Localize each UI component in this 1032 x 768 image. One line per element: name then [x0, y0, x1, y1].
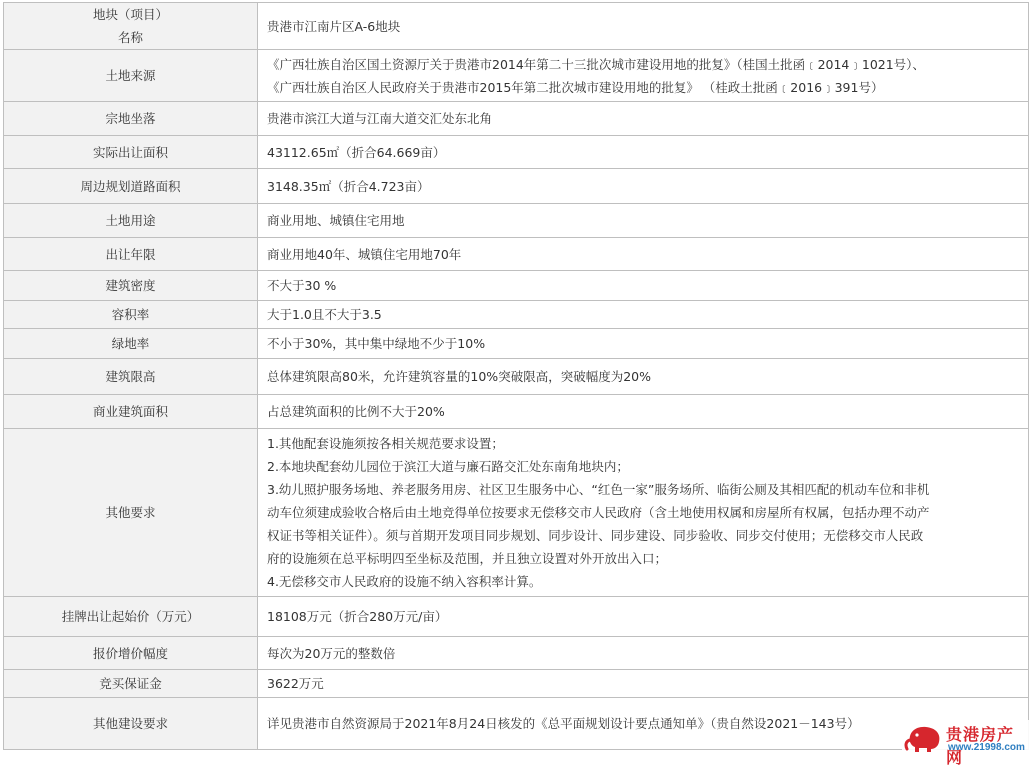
row-value-line: 权证书等相关证件）。须与首期开发项目同步规划、同步设计、同步建设、同步验收、同步交付使用；无偿移交市人民政 — [267, 528, 924, 543]
row-label: 报价增价幅度 — [4, 637, 258, 670]
row-label: 出让年限 — [4, 238, 258, 271]
row-label: 宗地坐落 — [4, 102, 258, 136]
row-value: 占总建筑面积的比例不大于20% — [258, 395, 1029, 429]
table-row — [4, 395, 1029, 429]
row-value: 3148.35㎡（折合4.723亩） — [258, 169, 1029, 204]
row-value: 每次为20万元的整数倍 — [258, 637, 1029, 670]
row-value-line: 《广西壮族自治区人民政府关于贵港市2015年第二批次城市建设用地的批复》 （桂政土批函﹝2016﹞391号） — [267, 79, 884, 95]
table-row — [4, 3, 1029, 50]
watermark-url: www.21998.com — [948, 742, 1025, 753]
row-label: 商业建筑面积 — [4, 395, 258, 429]
row-value: 贵港市滨江大道与江南大道交汇处东北角 — [258, 102, 1029, 136]
row-label-line: 地块（项目） — [92, 7, 168, 22]
row-label — [4, 3, 258, 50]
row-label: 建筑限高 — [4, 359, 258, 395]
row-value: 商业用地、城镇住宅用地 — [258, 204, 1029, 238]
row-value: 不小于30%，其中集中绿地不少于10% — [258, 329, 1029, 359]
row-label: 其他要求 — [4, 429, 258, 597]
row-label: 容积率 — [4, 301, 258, 329]
row-value-line: 府的设施须在总平标明四至坐标及范围，并且独立设置对外开放出入口； — [267, 551, 668, 566]
table-row — [4, 359, 1029, 395]
table-row — [4, 301, 1029, 329]
table-row — [4, 204, 1029, 238]
row-label: 其他建设要求 — [4, 698, 258, 750]
row-value: 大于1.0且不大于3.5 — [258, 301, 1029, 329]
row-label: 挂牌出让起始价（万元） — [4, 597, 258, 637]
row-value: 详见贵港市自然资源局于2021年8月24日核发的《总平面规划设计要点通知单》（贵自然设2021－143号） — [258, 698, 1029, 750]
row-value-line: 动车位须建成验收合格后由土地竞得单位按要求无偿移交市人民政府（含土地使用权属和房屋所有权属，包括办理不动产 — [267, 505, 930, 520]
row-label: 土地来源 — [4, 50, 258, 102]
row-value: 18108万元（折合280万元/亩） — [258, 597, 1029, 637]
table-row — [4, 698, 1029, 750]
table-row — [4, 429, 1029, 597]
table-row — [4, 597, 1029, 637]
row-label: 绿地率 — [4, 329, 258, 359]
row-value-line: 2.本地块配套幼儿园位于滨江大道与廉石路交汇处东南角地块内； — [267, 459, 629, 474]
row-value — [258, 50, 1029, 102]
row-label-line: 名称 — [117, 30, 143, 45]
row-value: 43112.65㎡（折合64.669亩） — [258, 136, 1029, 169]
table-row — [4, 169, 1029, 204]
table-row — [4, 670, 1029, 698]
table-row — [4, 50, 1029, 102]
row-value-line: 4.无偿移交市人民政府的设施不纳入容积率计算。 — [267, 574, 542, 589]
row-value: 总体建筑限高80米，允许建筑容量的10%突破限高，突破幅度为20% — [258, 359, 1029, 395]
row-value-line: 《广西壮族自治区国土资源厅关于贵港市2014年第二十三批次城市建设用地的批复》（桂国土批函﹝2014﹞1021号）、 — [267, 56, 925, 72]
elephant-icon — [904, 722, 944, 754]
row-label: 土地用途 — [4, 204, 258, 238]
row-value-line: 1.其他配套设施须按各相关规范要求设置； — [267, 436, 504, 451]
watermark-name: 贵港房产网 — [946, 725, 1015, 767]
row-value: 商业用地40年、城镇住宅用地70年 — [258, 238, 1029, 271]
row-value — [258, 429, 1029, 597]
row-value-line: 3.幼儿照护服务场地、养老服务用房、社区卫生服务中心、“红色一家”服务场所、临街公厕及其相匹配的机动车位和非机 — [267, 482, 930, 497]
site-watermark — [902, 720, 1030, 767]
table-row — [4, 136, 1029, 169]
table-row — [4, 271, 1029, 301]
row-value: 贵港市江南片区A-6地块 — [258, 3, 1029, 50]
table-row — [4, 102, 1029, 136]
row-label: 建筑密度 — [4, 271, 258, 301]
row-label: 周边规划道路面积 — [4, 169, 258, 204]
row-label: 竞买保证金 — [4, 670, 258, 698]
table-row — [4, 329, 1029, 359]
row-value: 不大于30 % — [258, 271, 1029, 301]
row-value: 3622万元 — [258, 670, 1029, 698]
land-info-table — [3, 2, 1029, 750]
table-row — [4, 637, 1029, 670]
row-label: 实际出让面积 — [4, 136, 258, 169]
table-row — [4, 238, 1029, 271]
